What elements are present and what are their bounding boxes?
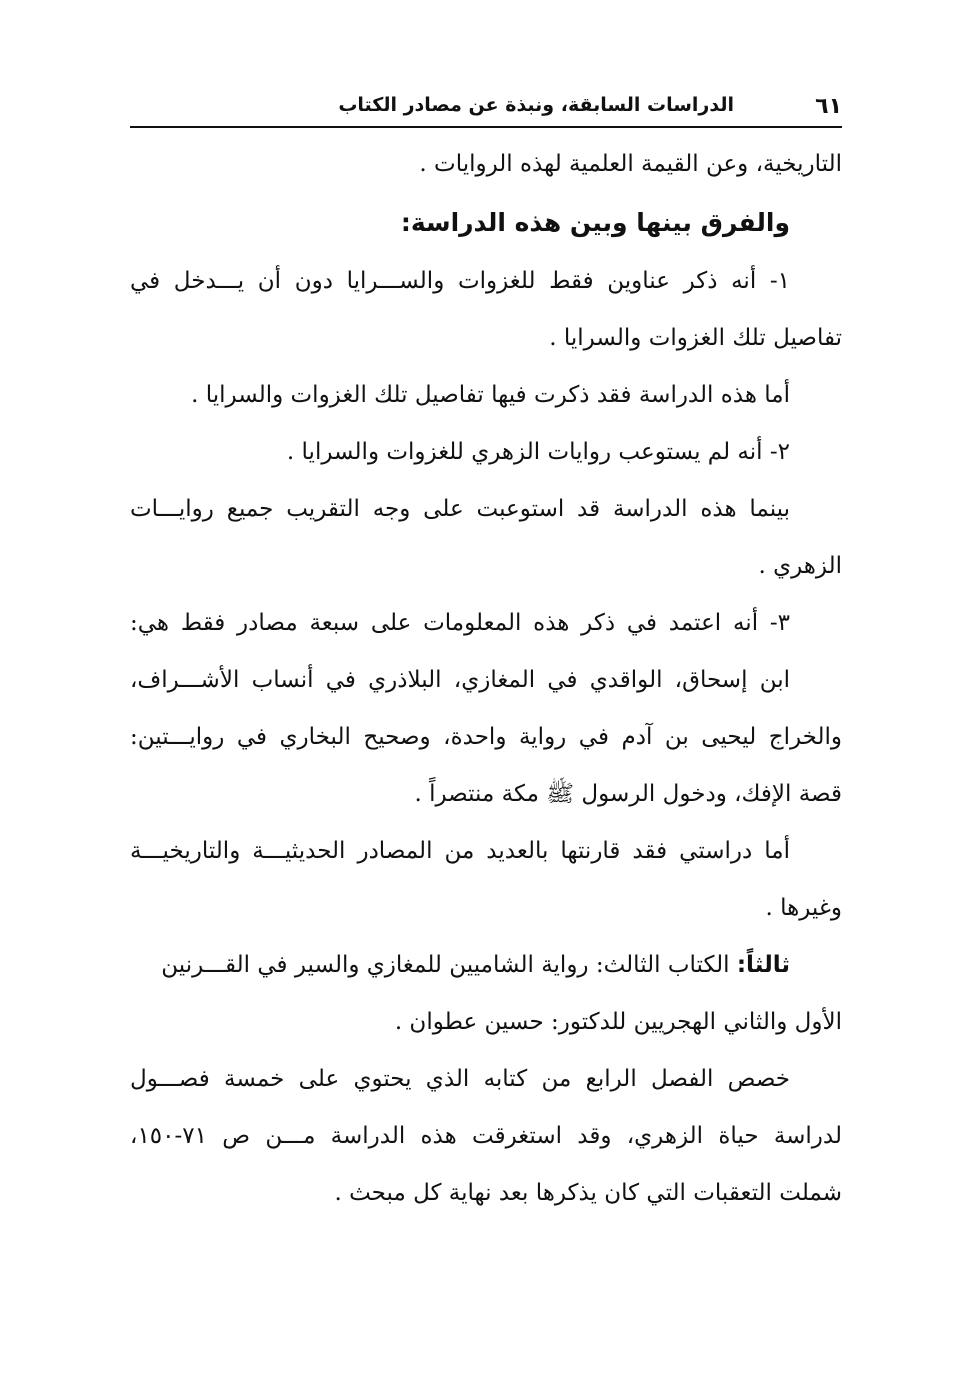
text-line: قصة الإفك، ودخول الرسول ﷺ مكة منتصراً .: [414, 781, 842, 807]
text-line: أما دراستي فقد قارنتها بالعديد من المصادر الحديثيـــة والتاريخيـــة: [130, 838, 790, 864]
text-line: شملت التعقبات التي كان يذكرها بعد نهاية كل مبحث .: [334, 1180, 842, 1206]
text-line: ابن إسحاق، الواقدي في المغازي، البلاذري في أنساب الأشـــراف،: [130, 667, 790, 693]
text-line: تفاصيل تلك الغزوات والسرايا .: [549, 325, 842, 351]
text-line: بينما هذه الدراسة قد استوعبت على وجه التقريب جميع روايـــات: [130, 496, 790, 522]
text-line: الزهري .: [758, 553, 842, 579]
text-line: [130, 937, 842, 994]
page-number: ٦١: [815, 94, 842, 119]
text-line: ٣- أنه اعتمد في ذكر هذه المعلومات على سبعة مصادر فقط هي:: [130, 610, 790, 636]
text-line: أما هذه الدراسة فقد ذكرت فيها تفاصيل تلك الغزوات والسرايا .: [191, 382, 790, 408]
text-line: وغيرها .: [765, 895, 842, 921]
text-line: لدراسة حياة الزهري، وقد استغرقت هذه الدراسة مـــن ص ٧١-١٥٠،: [130, 1123, 842, 1149]
text-line: خصص الفصل الرابع من كتابه الذي يحتوي على خمسة فصـــول: [130, 1066, 790, 1092]
text-line: ١- أنه ذكر عناوين فقط للغزوات والســـرايا دون أن يـــدخل في: [130, 268, 790, 294]
header-title: الدراسات السابقة، ونبذة عن مصادر الكتاب: [338, 94, 734, 116]
text-line: ٢- أنه لم يستوعب روايات الزهري للغزوات والسرايا .: [286, 439, 790, 465]
section-lead-label: ثالثاً:: [736, 952, 790, 978]
running-header: [130, 92, 842, 128]
text-line: والخراج ليحيى بن آدم في رواية واحدة، وصحيح البخاري في روايـــتين:: [130, 724, 842, 750]
page-body: [130, 136, 842, 1222]
text-line: التاريخية، وعن القيمة العلمية لهذه الروايات .: [419, 151, 842, 177]
text-span: الكتاب الثالث: رواية الشاميين للمغازي والسير في القـــرنين: [161, 952, 737, 978]
section-heading: والفرق بينها وبين هذه الدراسة:: [400, 208, 790, 237]
text-line: الأول والثاني الهجريين للدكتور: حسين عطوان .: [394, 1009, 842, 1035]
